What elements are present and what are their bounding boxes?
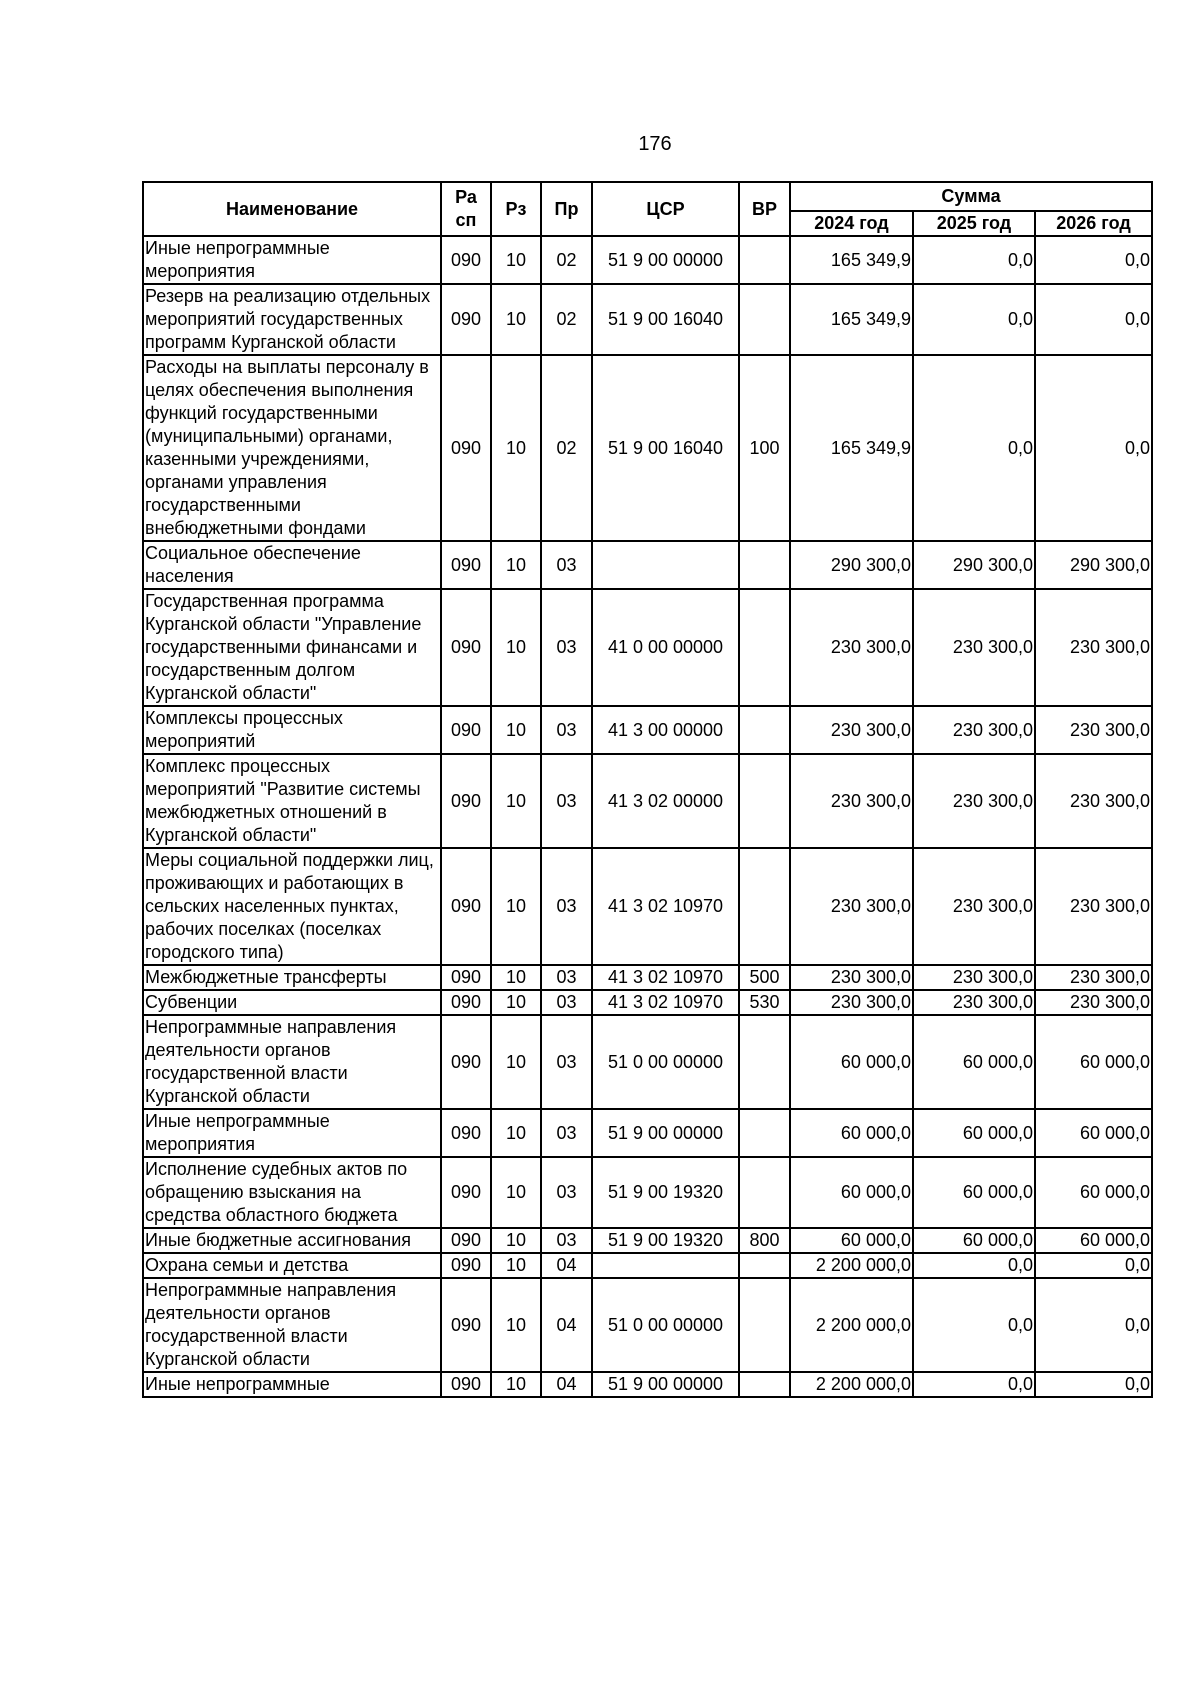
table-row	[143, 284, 1152, 355]
cell-pr: 03	[541, 1157, 592, 1228]
cell-2024: 2 200 000,0	[790, 1372, 913, 1397]
cell-pr: 03	[541, 541, 592, 589]
cell-rz: 10	[491, 1157, 541, 1228]
cell-vr	[739, 754, 790, 848]
cell-2024: 230 300,0	[790, 848, 913, 965]
cell-2025: 0,0	[913, 236, 1035, 284]
cell-2026: 60 000,0	[1035, 1157, 1152, 1228]
cell-rasp: 090	[441, 1157, 491, 1228]
cell-csr: 41 3 02 10970	[592, 848, 739, 965]
table-row	[143, 990, 1152, 1015]
cell-pr: 03	[541, 965, 592, 990]
cell-rasp: 090	[441, 965, 491, 990]
cell-csr: 51 9 00 19320	[592, 1157, 739, 1228]
cell-2024: 165 349,9	[790, 236, 913, 284]
cell-2026: 230 300,0	[1035, 706, 1152, 754]
cell-pr: 04	[541, 1278, 592, 1372]
cell-vr	[739, 706, 790, 754]
cell-csr: 41 3 02 10970	[592, 990, 739, 1015]
header-vr: ВР	[739, 182, 790, 236]
table-row	[143, 1372, 1152, 1397]
cell-2026: 60 000,0	[1035, 1228, 1152, 1253]
cell-name: Непрограммные направления деятельности органов государственной власти Курганской области	[143, 1015, 441, 1109]
cell-2026: 290 300,0	[1035, 541, 1152, 589]
cell-2026: 230 300,0	[1035, 848, 1152, 965]
cell-rz: 10	[491, 990, 541, 1015]
cell-2025: 290 300,0	[913, 541, 1035, 589]
cell-name: Охрана семьи и детства	[143, 1253, 441, 1278]
cell-csr: 41 3 02 00000	[592, 754, 739, 848]
cell-vr: 500	[739, 965, 790, 990]
cell-2025: 0,0	[913, 355, 1035, 541]
cell-2025: 60 000,0	[913, 1228, 1035, 1253]
cell-name: Социальное обеспечение населения	[143, 541, 441, 589]
table-row	[143, 1253, 1152, 1278]
cell-csr: 51 0 00 00000	[592, 1015, 739, 1109]
table-row	[143, 355, 1152, 541]
cell-rz: 10	[491, 284, 541, 355]
cell-rz: 10	[491, 706, 541, 754]
cell-2024: 60 000,0	[790, 1109, 913, 1157]
cell-name: Иные бюджетные ассигнования	[143, 1228, 441, 1253]
cell-rasp: 090	[441, 1253, 491, 1278]
cell-rasp: 090	[441, 754, 491, 848]
cell-2025: 230 300,0	[913, 754, 1035, 848]
header-pr: Пр	[541, 182, 592, 236]
cell-2025: 230 300,0	[913, 706, 1035, 754]
cell-2024: 60 000,0	[790, 1228, 913, 1253]
cell-vr	[739, 1278, 790, 1372]
cell-pr: 04	[541, 1253, 592, 1278]
cell-vr	[739, 589, 790, 706]
cell-rz: 10	[491, 236, 541, 284]
table-row	[143, 706, 1152, 754]
cell-csr: 51 9 00 00000	[592, 236, 739, 284]
cell-2025: 0,0	[913, 1253, 1035, 1278]
cell-rz: 10	[491, 965, 541, 990]
cell-vr	[739, 1109, 790, 1157]
cell-2025: 60 000,0	[913, 1109, 1035, 1157]
header-rz: Рз	[491, 182, 541, 236]
cell-vr	[739, 848, 790, 965]
cell-2025: 0,0	[913, 1278, 1035, 1372]
header-rasp: Ра сп	[441, 182, 491, 236]
cell-rz: 10	[491, 1278, 541, 1372]
cell-rasp: 090	[441, 1228, 491, 1253]
cell-2025: 230 300,0	[913, 965, 1035, 990]
header-sum: Сумма	[790, 182, 1152, 211]
cell-rasp: 090	[441, 1372, 491, 1397]
cell-pr: 03	[541, 990, 592, 1015]
header-2026: 2026 год	[1035, 211, 1152, 236]
cell-rz: 10	[491, 848, 541, 965]
cell-vr	[739, 236, 790, 284]
cell-2024: 230 300,0	[790, 706, 913, 754]
cell-2025: 60 000,0	[913, 1015, 1035, 1109]
cell-2026: 0,0	[1035, 1278, 1152, 1372]
cell-rasp: 090	[441, 284, 491, 355]
header-csr: ЦСР	[592, 182, 739, 236]
cell-2024: 165 349,9	[790, 355, 913, 541]
cell-pr: 02	[541, 355, 592, 541]
cell-rz: 10	[491, 754, 541, 848]
header-name: Наименование	[143, 182, 441, 236]
cell-2025: 230 300,0	[913, 848, 1035, 965]
cell-name: Государственная программа Курганской области "Управление государственными финансами и государственным долгом Курганской области"	[143, 589, 441, 706]
cell-rz: 10	[491, 541, 541, 589]
cell-vr: 800	[739, 1228, 790, 1253]
cell-2024: 230 300,0	[790, 754, 913, 848]
table-row	[143, 848, 1152, 965]
cell-2024: 230 300,0	[790, 965, 913, 990]
cell-csr: 51 9 00 16040	[592, 284, 739, 355]
cell-rasp: 090	[441, 541, 491, 589]
cell-csr	[592, 541, 739, 589]
cell-2024: 60 000,0	[790, 1157, 913, 1228]
cell-2026: 0,0	[1035, 284, 1152, 355]
cell-csr	[592, 1253, 739, 1278]
cell-2026: 230 300,0	[1035, 965, 1152, 990]
cell-rasp: 090	[441, 1278, 491, 1372]
cell-name: Комплексы процессных мероприятий	[143, 706, 441, 754]
cell-pr: 04	[541, 1372, 592, 1397]
cell-rz: 10	[491, 1253, 541, 1278]
cell-rasp: 090	[441, 706, 491, 754]
cell-name: Иные непрограммные мероприятия	[143, 1109, 441, 1157]
cell-csr: 51 0 00 00000	[592, 1278, 739, 1372]
cell-pr: 03	[541, 1109, 592, 1157]
cell-pr: 03	[541, 1228, 592, 1253]
cell-pr: 03	[541, 1015, 592, 1109]
cell-2026: 0,0	[1035, 1372, 1152, 1397]
table-row	[143, 1228, 1152, 1253]
cell-name: Исполнение судебных актов по обращению взыскания на средства областного бюджета	[143, 1157, 441, 1228]
cell-2026: 230 300,0	[1035, 990, 1152, 1015]
cell-2024: 2 200 000,0	[790, 1253, 913, 1278]
table-row	[143, 754, 1152, 848]
cell-2026: 0,0	[1035, 1253, 1152, 1278]
cell-csr: 41 0 00 00000	[592, 589, 739, 706]
cell-csr: 41 3 02 10970	[592, 965, 739, 990]
cell-rz: 10	[491, 1015, 541, 1109]
page-number: 176	[638, 133, 672, 155]
cell-name: Иные непрограммные	[143, 1372, 441, 1397]
cell-2024: 230 300,0	[790, 589, 913, 706]
cell-2024: 290 300,0	[790, 541, 913, 589]
cell-2024: 2 200 000,0	[790, 1278, 913, 1372]
cell-2024: 165 349,9	[790, 284, 913, 355]
cell-pr: 02	[541, 284, 592, 355]
cell-rz: 10	[491, 1109, 541, 1157]
table-row	[143, 1278, 1152, 1372]
cell-2026: 0,0	[1035, 236, 1152, 284]
cell-name: Расходы на выплаты персоналу в целях обеспечения выполнения функций государственными (муниципальными) органами, казенными учреждениями, органами управления государственными внебюджетными фондами	[143, 355, 441, 541]
header-2025: 2025 год	[913, 211, 1035, 236]
cell-name: Непрограммные направления деятельности органов государственной власти Курганской области	[143, 1278, 441, 1372]
cell-name: Меры социальной поддержки лиц, проживающих и работающих в сельских населенных пунктах, рабочих поселках (поселках городского типа)	[143, 848, 441, 965]
table-body	[143, 236, 1152, 1397]
cell-name: Резерв на реализацию отдельных мероприятий государственных программ Курганской области	[143, 284, 441, 355]
cell-2025: 230 300,0	[913, 990, 1035, 1015]
cell-name: Межбюджетные трансферты	[143, 965, 441, 990]
cell-rz: 10	[491, 355, 541, 541]
cell-rasp: 090	[441, 1015, 491, 1109]
cell-2025: 230 300,0	[913, 589, 1035, 706]
cell-rasp: 090	[441, 589, 491, 706]
cell-csr: 41 3 00 00000	[592, 706, 739, 754]
cell-rasp: 090	[441, 236, 491, 284]
cell-vr	[739, 1015, 790, 1109]
table-row	[143, 236, 1152, 284]
cell-2026: 60 000,0	[1035, 1015, 1152, 1109]
cell-pr: 03	[541, 848, 592, 965]
cell-name: Комплекс процессных мероприятий "Развитие системы межбюджетных отношений в Курганской области"	[143, 754, 441, 848]
cell-rz: 10	[491, 589, 541, 706]
cell-rz: 10	[491, 1228, 541, 1253]
cell-vr: 530	[739, 990, 790, 1015]
cell-2025: 0,0	[913, 284, 1035, 355]
table-row	[143, 1109, 1152, 1157]
cell-2024: 60 000,0	[790, 1015, 913, 1109]
cell-2025: 60 000,0	[913, 1157, 1035, 1228]
cell-2026: 230 300,0	[1035, 754, 1152, 848]
cell-csr: 51 9 00 00000	[592, 1109, 739, 1157]
budget-table	[142, 181, 1153, 1398]
cell-2024: 230 300,0	[790, 990, 913, 1015]
cell-vr	[739, 1372, 790, 1397]
cell-csr: 51 9 00 16040	[592, 355, 739, 541]
cell-rasp: 090	[441, 990, 491, 1015]
cell-vr	[739, 1253, 790, 1278]
cell-vr	[739, 1157, 790, 1228]
table-row	[143, 1157, 1152, 1228]
table-row	[143, 965, 1152, 990]
table-row	[143, 589, 1152, 706]
cell-rasp: 090	[441, 848, 491, 965]
cell-name: Субвенции	[143, 990, 441, 1015]
table-row	[143, 1015, 1152, 1109]
cell-pr: 03	[541, 589, 592, 706]
cell-pr: 03	[541, 754, 592, 848]
cell-rz: 10	[491, 1372, 541, 1397]
cell-csr: 51 9 00 19320	[592, 1228, 739, 1253]
cell-2026: 0,0	[1035, 355, 1152, 541]
cell-name: Иные непрограммные мероприятия	[143, 236, 441, 284]
cell-2025: 0,0	[913, 1372, 1035, 1397]
table-row	[143, 541, 1152, 589]
cell-pr: 03	[541, 706, 592, 754]
cell-vr	[739, 541, 790, 589]
cell-pr: 02	[541, 236, 592, 284]
cell-vr: 100	[739, 355, 790, 541]
cell-2026: 230 300,0	[1035, 589, 1152, 706]
cell-csr: 51 9 00 00000	[592, 1372, 739, 1397]
cell-rasp: 090	[441, 355, 491, 541]
header-2024: 2024 год	[790, 211, 913, 236]
cell-2026: 60 000,0	[1035, 1109, 1152, 1157]
cell-rasp: 090	[441, 1109, 491, 1157]
cell-vr	[739, 284, 790, 355]
